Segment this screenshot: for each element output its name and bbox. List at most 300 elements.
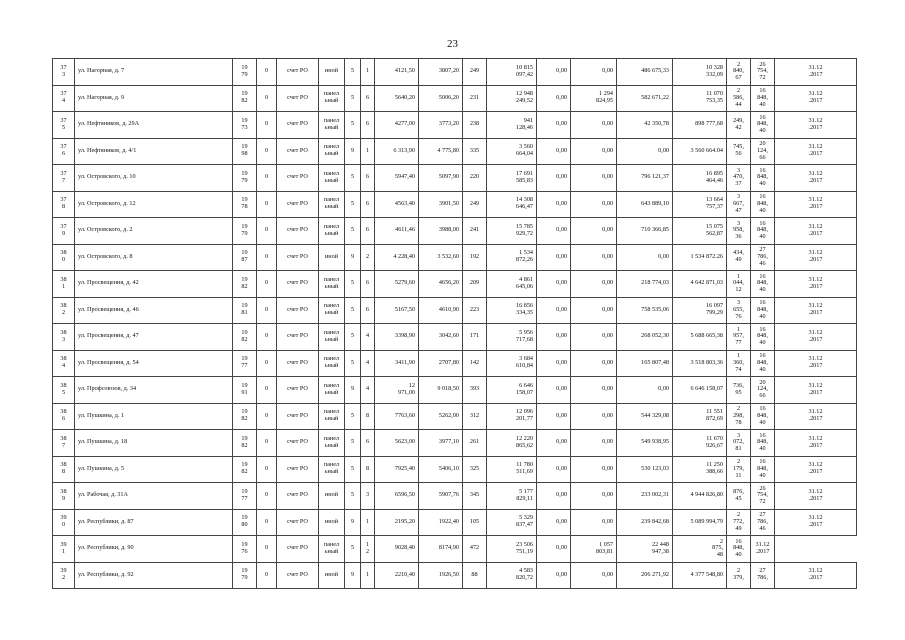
row-number-cell: 38 3: [53, 324, 75, 351]
row-number-cell: 38 4: [53, 350, 75, 377]
total-cost-cell: 3 684 610,84: [487, 350, 537, 377]
housing-table: [52, 58, 857, 589]
wall-type-cell: панел ьный: [319, 218, 345, 245]
cost-fund-cell: 0,00: [537, 403, 571, 430]
row-number-cell: 37 9: [53, 218, 75, 245]
living-area-cell: 5262,00: [419, 403, 463, 430]
residents-cell: 335: [463, 138, 487, 165]
address-cell: ул. Пушкина, д. 18: [75, 430, 233, 457]
floors-cell: 9: [345, 244, 361, 271]
limit-per-sqm-cell: 16 848, 40: [751, 430, 775, 457]
table-row: [53, 324, 857, 351]
living-area-cell: 5097,90: [419, 165, 463, 192]
row-number-cell: 38 6: [53, 403, 75, 430]
col-zero-cell: 0: [257, 271, 277, 298]
cost-budget-cell: 0,00: [571, 377, 617, 404]
table-row: [53, 377, 857, 404]
total-area-cell: 3398,90: [375, 324, 419, 351]
deadline-cell: 31.12 .2017: [775, 324, 857, 351]
deadline-cell: 31.12 .2017: [775, 297, 857, 324]
cost-per-sqm-cell: 3 958, 36: [727, 218, 751, 245]
wall-type-cell: панел ьный: [319, 85, 345, 112]
table-row: [53, 456, 857, 483]
total-cost-cell: 5 329 837,47: [487, 509, 537, 536]
year-cell: 19 79: [233, 165, 257, 192]
table-row: [53, 112, 857, 139]
cost-other-cell: 4 944 826,80: [673, 483, 727, 510]
living-area-cell: 5406,10: [419, 456, 463, 483]
table-row: [53, 165, 857, 192]
cost-fund-cell: 0,00: [537, 456, 571, 483]
wall-type-cell: панел ьный: [319, 165, 345, 192]
row-number-cell: 39 0: [53, 509, 75, 536]
cost-fund-cell: 0,00: [537, 191, 571, 218]
year-cell: 19 81: [233, 297, 257, 324]
deadline-cell: 31.12 .2017: [775, 165, 857, 192]
account-cell: счет РО: [277, 138, 319, 165]
table-row: [53, 350, 857, 377]
residents-cell: 142: [463, 350, 487, 377]
living-area-cell: 3 532,60: [419, 244, 463, 271]
residents-cell: 171: [463, 324, 487, 351]
deadline-cell: 31.12 .2017: [775, 377, 857, 404]
row-number-cell: 38 2: [53, 297, 75, 324]
residents-cell: 220: [463, 165, 487, 192]
wall-type-cell: панел ьный: [319, 377, 345, 404]
wall-type-cell: панел ьный: [319, 191, 345, 218]
cost-per-sqm-cell: 2 298, 78: [727, 403, 751, 430]
cost-fund-cell: 0,00: [537, 271, 571, 298]
account-cell: счет РО: [277, 456, 319, 483]
total-area-cell: 5167,50: [375, 297, 419, 324]
residents-cell: 261: [463, 430, 487, 457]
cost-owners-cell: 582 671,22: [617, 85, 673, 112]
residents-cell: 393: [463, 377, 487, 404]
year-cell: 19 79: [233, 218, 257, 245]
account-cell: счет РО: [277, 244, 319, 271]
cost-per-sqm-cell: 434, 49: [727, 244, 751, 271]
residents-cell: 88: [463, 562, 487, 589]
year-cell: 19 79: [233, 59, 257, 86]
limit-per-sqm-cell: 16 848, 40: [751, 218, 775, 245]
year-cell: 19 78: [233, 191, 257, 218]
limit-per-sqm-cell: 26 754, 72: [751, 59, 775, 86]
year-cell: 19 82: [233, 430, 257, 457]
limit-per-sqm-cell: 16 848, 40: [751, 112, 775, 139]
limit-per-sqm-cell: 31.12 .2017: [751, 536, 775, 563]
account-cell: счет РО: [277, 377, 319, 404]
cost-other-cell: 4 377 548,80: [673, 562, 727, 589]
limit-per-sqm-cell: 16 848, 40: [751, 85, 775, 112]
year-cell: 19 98: [233, 138, 257, 165]
col-zero-cell: 0: [257, 483, 277, 510]
entrances-cell: 6: [361, 430, 375, 457]
wall-type-cell: панел ьный: [319, 536, 345, 563]
total-area-cell: 4277,00: [375, 112, 419, 139]
deadline-cell: 31.12 .2017: [775, 483, 857, 510]
table-row: [53, 562, 857, 589]
entrances-cell: 3: [361, 483, 375, 510]
floors-cell: 5: [345, 165, 361, 192]
living-area-cell: 3901,50: [419, 191, 463, 218]
limit-per-sqm-cell: 16 848, 40: [751, 271, 775, 298]
limit-per-sqm-cell: 20 124, 66: [751, 377, 775, 404]
cost-owners-cell: 486 675,33: [617, 59, 673, 86]
entrances-cell: 1: [361, 59, 375, 86]
total-area-cell: 6 313,90: [375, 138, 419, 165]
year-cell: 19 77: [233, 483, 257, 510]
wall-type-cell: панел ьный: [319, 271, 345, 298]
living-area-cell: 8174,90: [419, 536, 463, 563]
cost-budget-cell: 0,00: [571, 430, 617, 457]
total-area-cell: 2210,40: [375, 562, 419, 589]
entrances-cell: 4: [361, 324, 375, 351]
floors-cell: 5: [345, 536, 361, 563]
cost-budget-cell: 0,00: [571, 297, 617, 324]
total-area-cell: 7763,60: [375, 403, 419, 430]
year-cell: 19 73: [233, 112, 257, 139]
cost-other-cell: 4 642 871,03: [673, 271, 727, 298]
cost-owners-cell: 0,00: [617, 138, 673, 165]
col-zero-cell: 0: [257, 456, 277, 483]
total-cost-cell: 17 691 585,83: [487, 165, 537, 192]
total-cost-cell: 10 815 097,42: [487, 59, 537, 86]
cost-budget-cell: 0,00: [571, 244, 617, 271]
entrances-cell: 4: [361, 350, 375, 377]
cost-other-cell: 898 777,68: [673, 112, 727, 139]
floors-cell: 5: [345, 430, 361, 457]
entrances-cell: 4: [361, 377, 375, 404]
deadline-cell: 31.12 .2017: [775, 59, 857, 86]
residents-cell: 223: [463, 297, 487, 324]
cost-budget-cell: 0,00: [571, 350, 617, 377]
floors-cell: 5: [345, 218, 361, 245]
row-number-cell: 37 5: [53, 112, 75, 139]
cost-fund-cell: 0,00: [537, 138, 571, 165]
entrances-cell: 6: [361, 85, 375, 112]
deadline-cell: 31.12 .2017: [775, 562, 857, 589]
living-area-cell: 3042,60: [419, 324, 463, 351]
floors-cell: 9: [345, 562, 361, 589]
cost-fund-cell: 0,00: [537, 430, 571, 457]
table-row: [53, 509, 857, 536]
residents-cell: 249: [463, 191, 487, 218]
limit-per-sqm-cell: 27 786, 46: [751, 509, 775, 536]
address-cell: ул. Нагорная, д. 7: [75, 59, 233, 86]
row-number-cell: 39 1: [53, 536, 75, 563]
cost-fund-cell: 0,00: [537, 324, 571, 351]
cost-other-cell: 11 670 926,67: [673, 430, 727, 457]
deadline-cell: 31.12 .2017: [775, 350, 857, 377]
total-cost-cell: 4 861 645,06: [487, 271, 537, 298]
total-area-cell: 4563,40: [375, 191, 419, 218]
deadline-cell: 31.12 .2017: [775, 138, 857, 165]
wall-type-cell: панел ьный: [319, 350, 345, 377]
cost-fund-cell: 0,00: [537, 350, 571, 377]
table-row: [53, 297, 857, 324]
cost-per-sqm-cell: 2 179, 11: [727, 456, 751, 483]
cost-fund-cell: 0,00: [537, 562, 571, 589]
deadline-cell: 31.12 .2017: [775, 403, 857, 430]
cost-per-sqm-cell: 2 379,: [727, 562, 751, 589]
account-cell: счет РО: [277, 509, 319, 536]
col-zero-cell: 0: [257, 350, 277, 377]
col-zero-cell: 0: [257, 324, 277, 351]
residents-cell: 105: [463, 509, 487, 536]
living-area-cell: 4656,20: [419, 271, 463, 298]
total-cost-cell: 5 956 717,68: [487, 324, 537, 351]
year-cell: 19 76: [233, 536, 257, 563]
address-cell: ул. Республики, д. 92: [75, 562, 233, 589]
cost-fund-cell: 0,00: [537, 509, 571, 536]
address-cell: ул. Островского, д. 10: [75, 165, 233, 192]
total-area-cell: 3411,90: [375, 350, 419, 377]
deadline-cell: 31.12 .2017: [775, 218, 857, 245]
col-zero-cell: 0: [257, 191, 277, 218]
col-zero-cell: 0: [257, 218, 277, 245]
limit-per-sqm-cell: 16 848, 40: [751, 297, 775, 324]
total-cost-cell: 941 128,46: [487, 112, 537, 139]
residents-cell: 192: [463, 244, 487, 271]
cost-owners-cell: 710 366,85: [617, 218, 673, 245]
living-area-cell: 3988,00: [419, 218, 463, 245]
cost-budget-cell: 0,00: [571, 324, 617, 351]
cost-other-cell: 1 534 872.26: [673, 244, 727, 271]
account-cell: счет РО: [277, 536, 319, 563]
total-cost-cell: 12 096 201,77: [487, 403, 537, 430]
cost-budget-cell: 1 057 803,81: [571, 536, 617, 563]
cost-owners-cell: 206 271,92: [617, 562, 673, 589]
limit-per-sqm-cell: 27 786, 46: [751, 244, 775, 271]
cost-owners-cell: 233 002,31: [617, 483, 673, 510]
cost-budget-cell: 0,00: [571, 218, 617, 245]
entrances-cell: 6: [361, 218, 375, 245]
address-cell: ул. Пушкина, д. 1: [75, 403, 233, 430]
floors-cell: 5: [345, 191, 361, 218]
wall-type-cell: иной: [319, 59, 345, 86]
row-number-cell: 38 9: [53, 483, 75, 510]
row-number-cell: 37 3: [53, 59, 75, 86]
wall-type-cell: иной: [319, 509, 345, 536]
cost-owners-cell: 544 329,08: [617, 403, 673, 430]
total-cost-cell: 14 308 646,47: [487, 191, 537, 218]
cost-budget-cell: 0,00: [571, 138, 617, 165]
cost-budget-cell: 0,00: [571, 483, 617, 510]
cost-owners-cell: 758 535,06: [617, 297, 673, 324]
row-number-cell: 38 1: [53, 271, 75, 298]
entrances-cell: 1: [361, 562, 375, 589]
account-cell: счет РО: [277, 430, 319, 457]
cost-budget-cell: 0,00: [571, 456, 617, 483]
year-cell: 19 91: [233, 377, 257, 404]
table-row: [53, 59, 857, 86]
limit-per-sqm-cell: 27 786,: [751, 562, 775, 589]
account-cell: счет РО: [277, 59, 319, 86]
cost-other-cell: 11 250 388,66: [673, 456, 727, 483]
year-cell: 19 82: [233, 324, 257, 351]
table-row: [53, 218, 857, 245]
account-cell: счет РО: [277, 191, 319, 218]
cost-per-sqm-cell: 2 840, 67: [727, 59, 751, 86]
residents-cell: 238: [463, 112, 487, 139]
residents-cell: 249: [463, 59, 487, 86]
cost-owners-cell: 42 350,78: [617, 112, 673, 139]
account-cell: счет РО: [277, 324, 319, 351]
total-cost-cell: 23 506 751,19: [487, 536, 537, 563]
cost-per-sqm-cell: 16 848, 40: [727, 536, 751, 563]
cost-owners-cell: 643 889,10: [617, 191, 673, 218]
deadline-cell: 31.12 .2017: [775, 271, 857, 298]
address-cell: ул. Просвещения, д. 46: [75, 297, 233, 324]
residents-cell: 325: [463, 456, 487, 483]
cost-per-sqm-cell: 745, 56: [727, 138, 751, 165]
floors-cell: 9: [345, 377, 361, 404]
cost-budget-cell: 0,00: [571, 271, 617, 298]
cost-per-sqm-cell: 736, 95: [727, 377, 751, 404]
total-area-cell: 4 228,40: [375, 244, 419, 271]
cost-fund-cell: 0,00: [537, 218, 571, 245]
cost-other-cell: 13 664 757,37: [673, 191, 727, 218]
residents-cell: 241: [463, 218, 487, 245]
living-area-cell: 4610,90: [419, 297, 463, 324]
deadline-cell: 31.12 .2017: [775, 244, 857, 271]
total-area-cell: 9028,40: [375, 536, 419, 563]
cost-owners-cell: 239 842,68: [617, 509, 673, 536]
year-cell: 19 80: [233, 509, 257, 536]
cost-fund-cell: 0,00: [537, 377, 571, 404]
year-cell: 19 79: [233, 562, 257, 589]
deadline-cell: 31.12 .2017: [775, 456, 857, 483]
cost-other-cell: 3 518 803,36: [673, 350, 727, 377]
year-cell: 19 77: [233, 350, 257, 377]
total-area-cell: 7925,40: [375, 456, 419, 483]
col-zero-cell: 0: [257, 509, 277, 536]
cost-budget-cell: 0,00: [571, 562, 617, 589]
floors-cell: 5: [345, 403, 361, 430]
account-cell: счет РО: [277, 85, 319, 112]
cost-fund-cell: 0,00: [537, 536, 571, 563]
entrances-cell: 1 2: [361, 536, 375, 563]
cost-other-cell: 11 070 753,35: [673, 85, 727, 112]
row-number-cell: 38 0: [53, 244, 75, 271]
wall-type-cell: панел ьный: [319, 297, 345, 324]
col-zero-cell: 0: [257, 562, 277, 589]
entrances-cell: 6: [361, 191, 375, 218]
total-area-cell: 4611,46: [375, 218, 419, 245]
account-cell: счет РО: [277, 297, 319, 324]
wall-type-cell: иной: [319, 244, 345, 271]
table-row: [53, 271, 857, 298]
total-area-cell: 2195,20: [375, 509, 419, 536]
cost-per-sqm-cell: 876, 45: [727, 483, 751, 510]
cost-budget-cell: 0,00: [571, 59, 617, 86]
living-area-cell: 5006,20: [419, 85, 463, 112]
account-cell: счет РО: [277, 112, 319, 139]
row-number-cell: 37 8: [53, 191, 75, 218]
row-number-cell: 39 2: [53, 562, 75, 589]
address-cell: ул. Профсоюзов, д. 34: [75, 377, 233, 404]
address-cell: ул. Островского, д. 8: [75, 244, 233, 271]
address-cell: ул. Нагорная, д. 9: [75, 85, 233, 112]
cost-budget-cell: 0,00: [571, 509, 617, 536]
floors-cell: 5: [345, 456, 361, 483]
col-zero-cell: 0: [257, 403, 277, 430]
row-number-cell: 37 6: [53, 138, 75, 165]
account-cell: счет РО: [277, 403, 319, 430]
deadline-cell: 31.12 .2017: [775, 509, 857, 536]
account-cell: счет РО: [277, 562, 319, 589]
cost-fund-cell: 0,00: [537, 244, 571, 271]
deadline-cell: 31.12 .2017: [775, 85, 857, 112]
cost-budget-cell: 0,00: [571, 191, 617, 218]
row-number-cell: 38 7: [53, 430, 75, 457]
cost-per-sqm-cell: 3 072, 81: [727, 430, 751, 457]
cost-other-cell: 16 895 464,46: [673, 165, 727, 192]
limit-per-sqm-cell: 16 848, 40: [751, 403, 775, 430]
row-number-cell: 38 5: [53, 377, 75, 404]
residents-cell: 345: [463, 483, 487, 510]
living-area-cell: 1922,40: [419, 509, 463, 536]
residents-cell: 472: [463, 536, 487, 563]
account-cell: счет РО: [277, 483, 319, 510]
cost-other-cell: 16 097 799,29: [673, 297, 727, 324]
entrances-cell: 6: [361, 165, 375, 192]
entrances-cell: 6: [361, 271, 375, 298]
living-area-cell: 2707,80: [419, 350, 463, 377]
address-cell: ул. Рабочая, д. 31А: [75, 483, 233, 510]
col-zero-cell: 0: [257, 430, 277, 457]
address-cell: ул. Нефтяников, д. 4/1: [75, 138, 233, 165]
wall-type-cell: панел ьный: [319, 112, 345, 139]
floors-cell: 5: [345, 324, 361, 351]
entrances-cell: 6: [361, 112, 375, 139]
total-area-cell: 6596,50: [375, 483, 419, 510]
floors-cell: 5: [345, 59, 361, 86]
address-cell: ул. Просвещения, д. 42: [75, 271, 233, 298]
cost-per-sqm-cell: 3 470, 37: [727, 165, 751, 192]
floors-cell: 5: [345, 271, 361, 298]
table-row: [53, 85, 857, 112]
col-zero-cell: 0: [257, 165, 277, 192]
entrances-cell: 1: [361, 509, 375, 536]
cost-per-sqm-cell: 1 044, 12: [727, 271, 751, 298]
wall-type-cell: панел ьный: [319, 403, 345, 430]
entrances-cell: 6: [361, 297, 375, 324]
address-cell: ул. Островского, д. 12: [75, 191, 233, 218]
entrances-cell: 2: [361, 244, 375, 271]
total-cost-cell: 16 856 334,35: [487, 297, 537, 324]
deadline-cell: 31.12 .2017: [775, 191, 857, 218]
row-number-cell: 38 8: [53, 456, 75, 483]
total-cost-cell: 1 534 872,26: [487, 244, 537, 271]
cost-per-sqm-cell: 2 586, 44: [727, 85, 751, 112]
col-zero-cell: 0: [257, 112, 277, 139]
cost-owners-cell: 530 123,03: [617, 456, 673, 483]
table-row: [53, 430, 857, 457]
cost-fund-cell: 0,00: [537, 483, 571, 510]
account-cell: счет РО: [277, 350, 319, 377]
account-cell: счет РО: [277, 218, 319, 245]
address-cell: ул. Пушкина, д. 5: [75, 456, 233, 483]
living-area-cell: 9 018,50: [419, 377, 463, 404]
cost-fund-cell: 0,00: [537, 112, 571, 139]
cost-other-cell: 11 551 872,69: [673, 403, 727, 430]
deadline-cell: 31.12 .2017: [775, 430, 857, 457]
floors-cell: 5: [345, 297, 361, 324]
cost-per-sqm-cell: 2 772, 49: [727, 509, 751, 536]
floors-cell: 5: [345, 85, 361, 112]
table-row: [53, 138, 857, 165]
